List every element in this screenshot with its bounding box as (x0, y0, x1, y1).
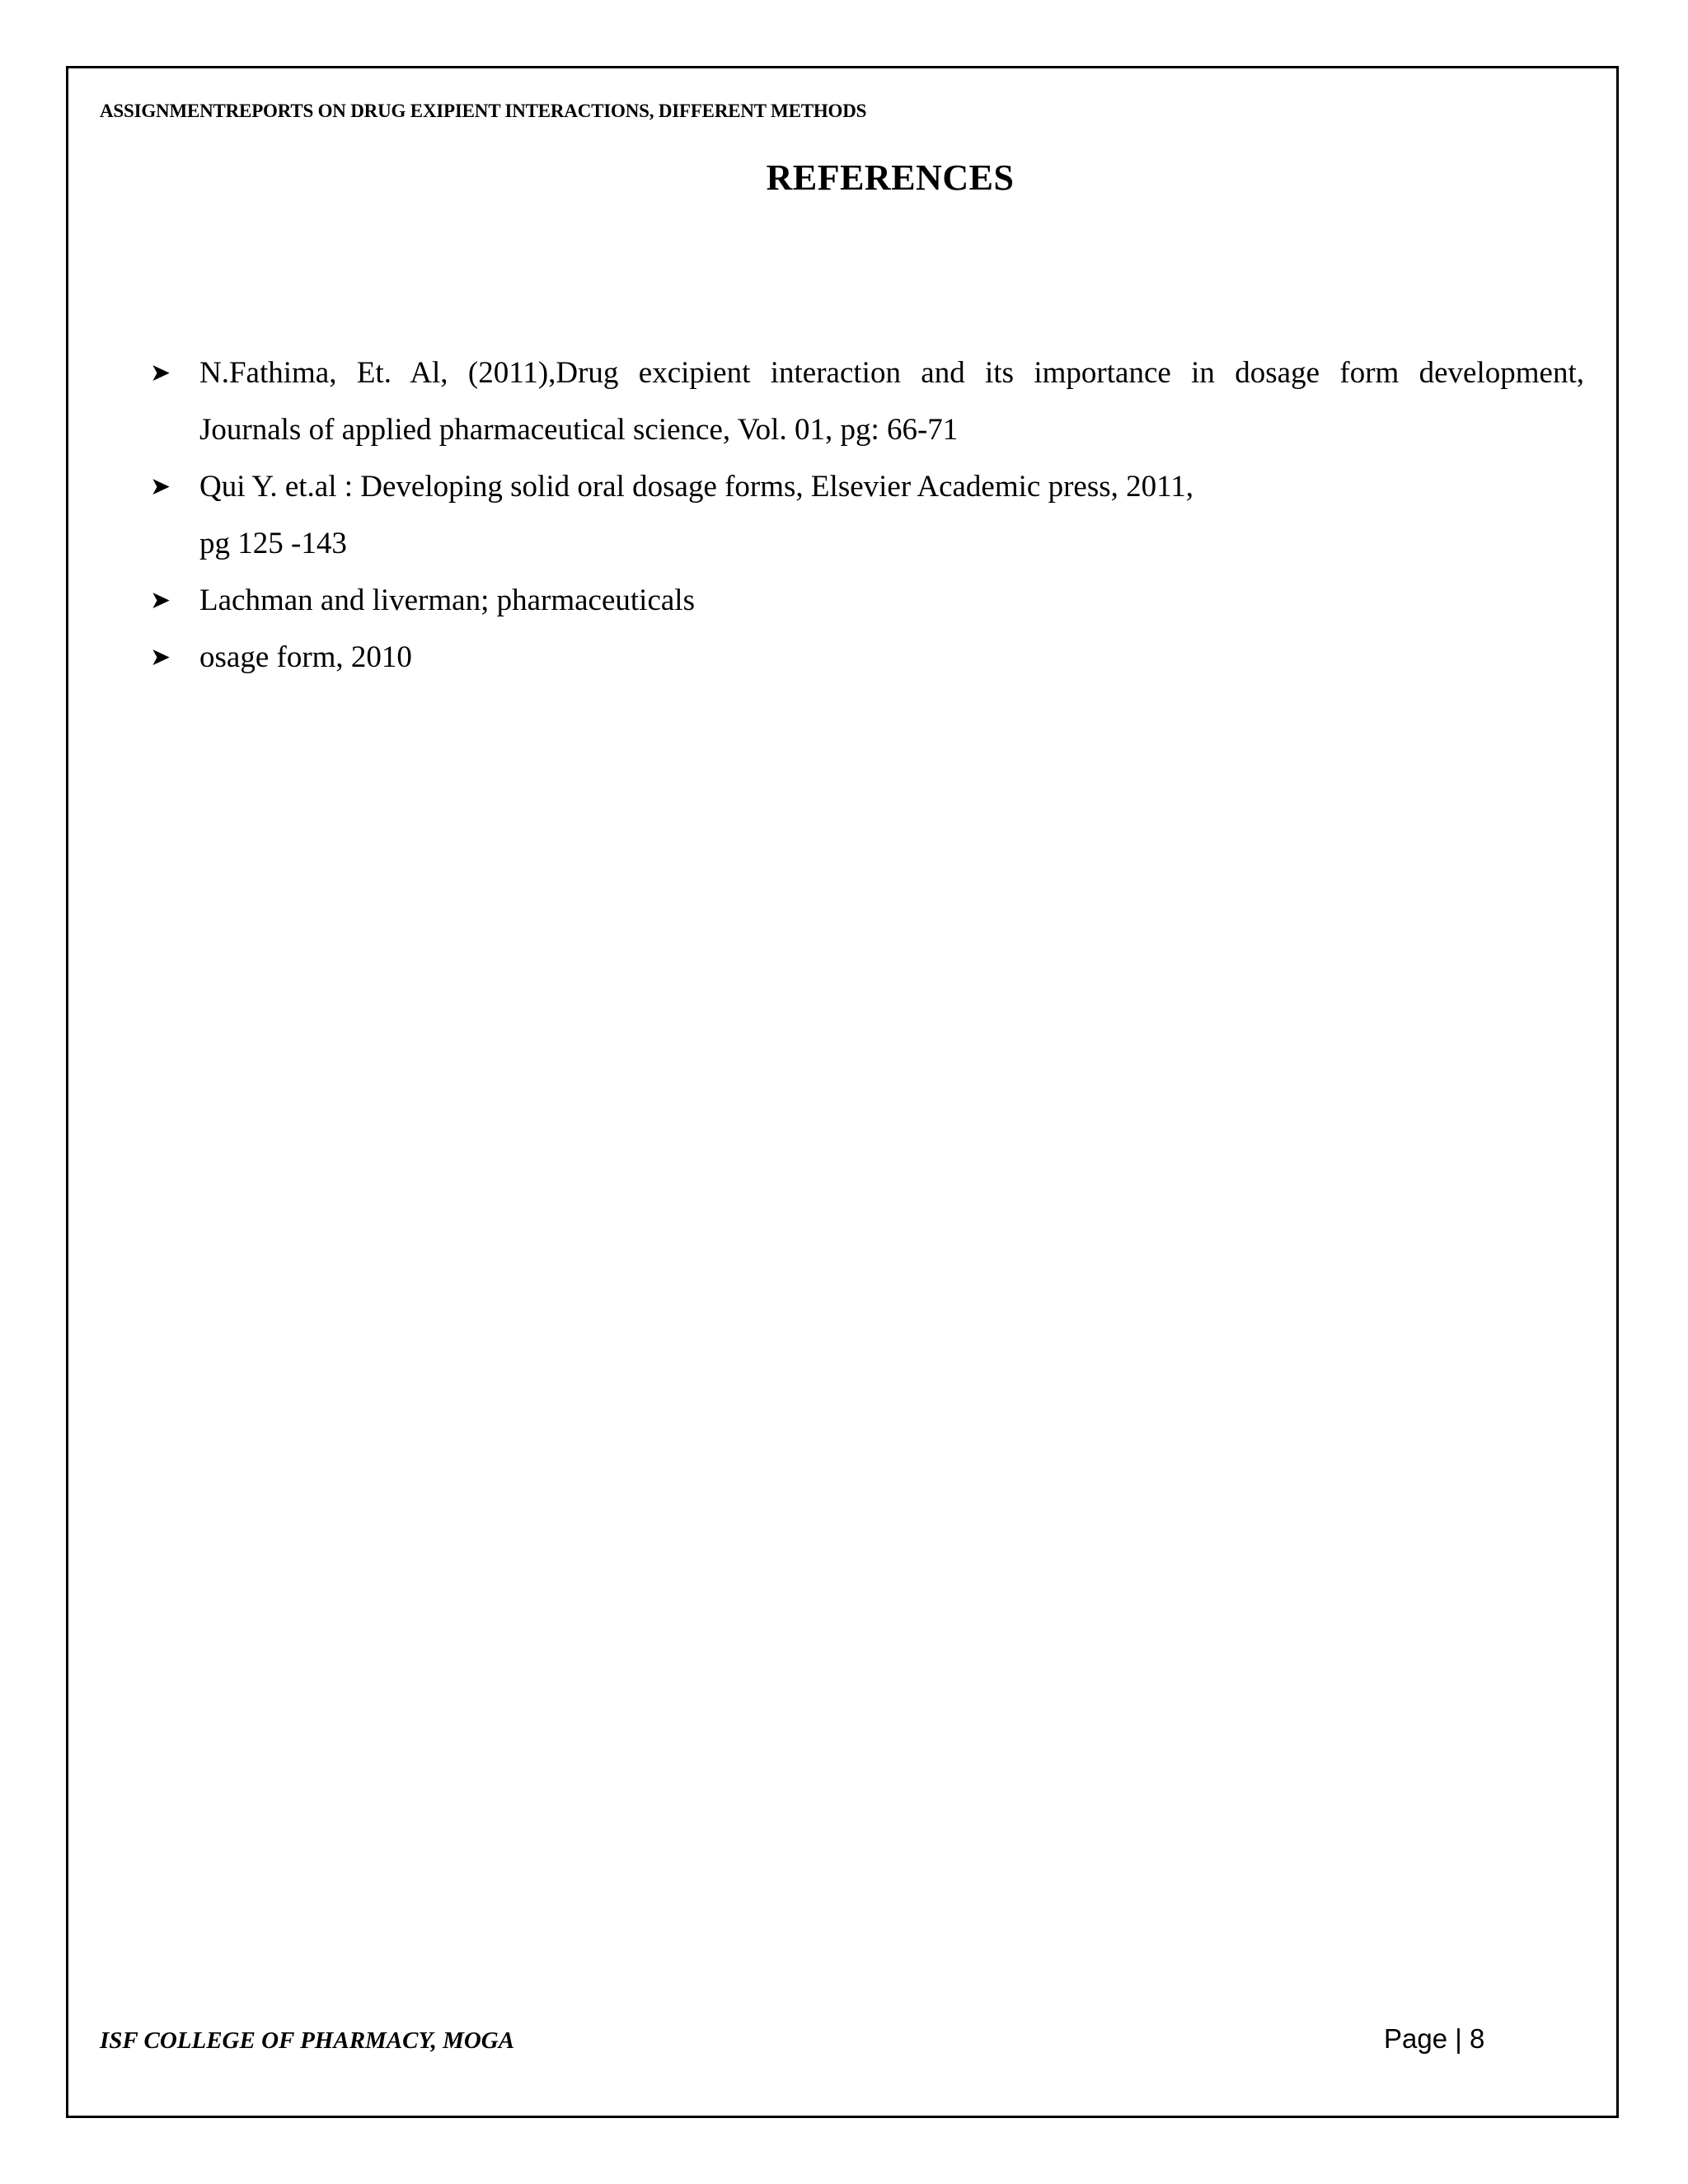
arrowhead-bullet-icon: ➤ (150, 643, 171, 672)
reference-item-1 (150, 344, 1584, 458)
page-number: Page | 8 (1384, 2023, 1485, 2054)
reference-item-2 (150, 458, 1584, 572)
reference-item-3 (150, 572, 1584, 629)
reference-3-line-1: Lachman and liverman; pharmaceuticals (199, 583, 695, 617)
reference-2-line-2: pg 125 -143 (199, 527, 347, 560)
arrowhead-bullet-icon: ➤ (150, 472, 171, 501)
reference-2-line-1: Qui Y. et.al : Developing solid oral dosage forms, Elsevier Academic press, 2011, (199, 470, 1194, 504)
arrowhead-bullet-icon: ➤ (150, 359, 171, 387)
reference-1-line-1: N.Fathima, Et. Al, (2011),Drug excipient interaction and its importance in dosage form development, (199, 356, 1584, 390)
running-header: ASSIGNMENTREPORTS ON DRUG EXIPIENT INTERACTIONS, DIFFERENT METHODS (100, 101, 867, 121)
reference-item-4 (150, 629, 1584, 686)
arrowhead-bullet-icon: ➤ (150, 586, 171, 615)
page-title: REFERENCES (766, 157, 1015, 198)
footer-institution: ISF COLLEGE OF PHARMACY, MOGA (100, 2027, 515, 2054)
reference-4-line-1: osage form, 2010 (199, 640, 412, 674)
reference-list (150, 344, 1584, 686)
reference-1-line-2: Journals of applied pharmaceutical science, Vol. 01, pg: 66-71 (199, 413, 959, 447)
